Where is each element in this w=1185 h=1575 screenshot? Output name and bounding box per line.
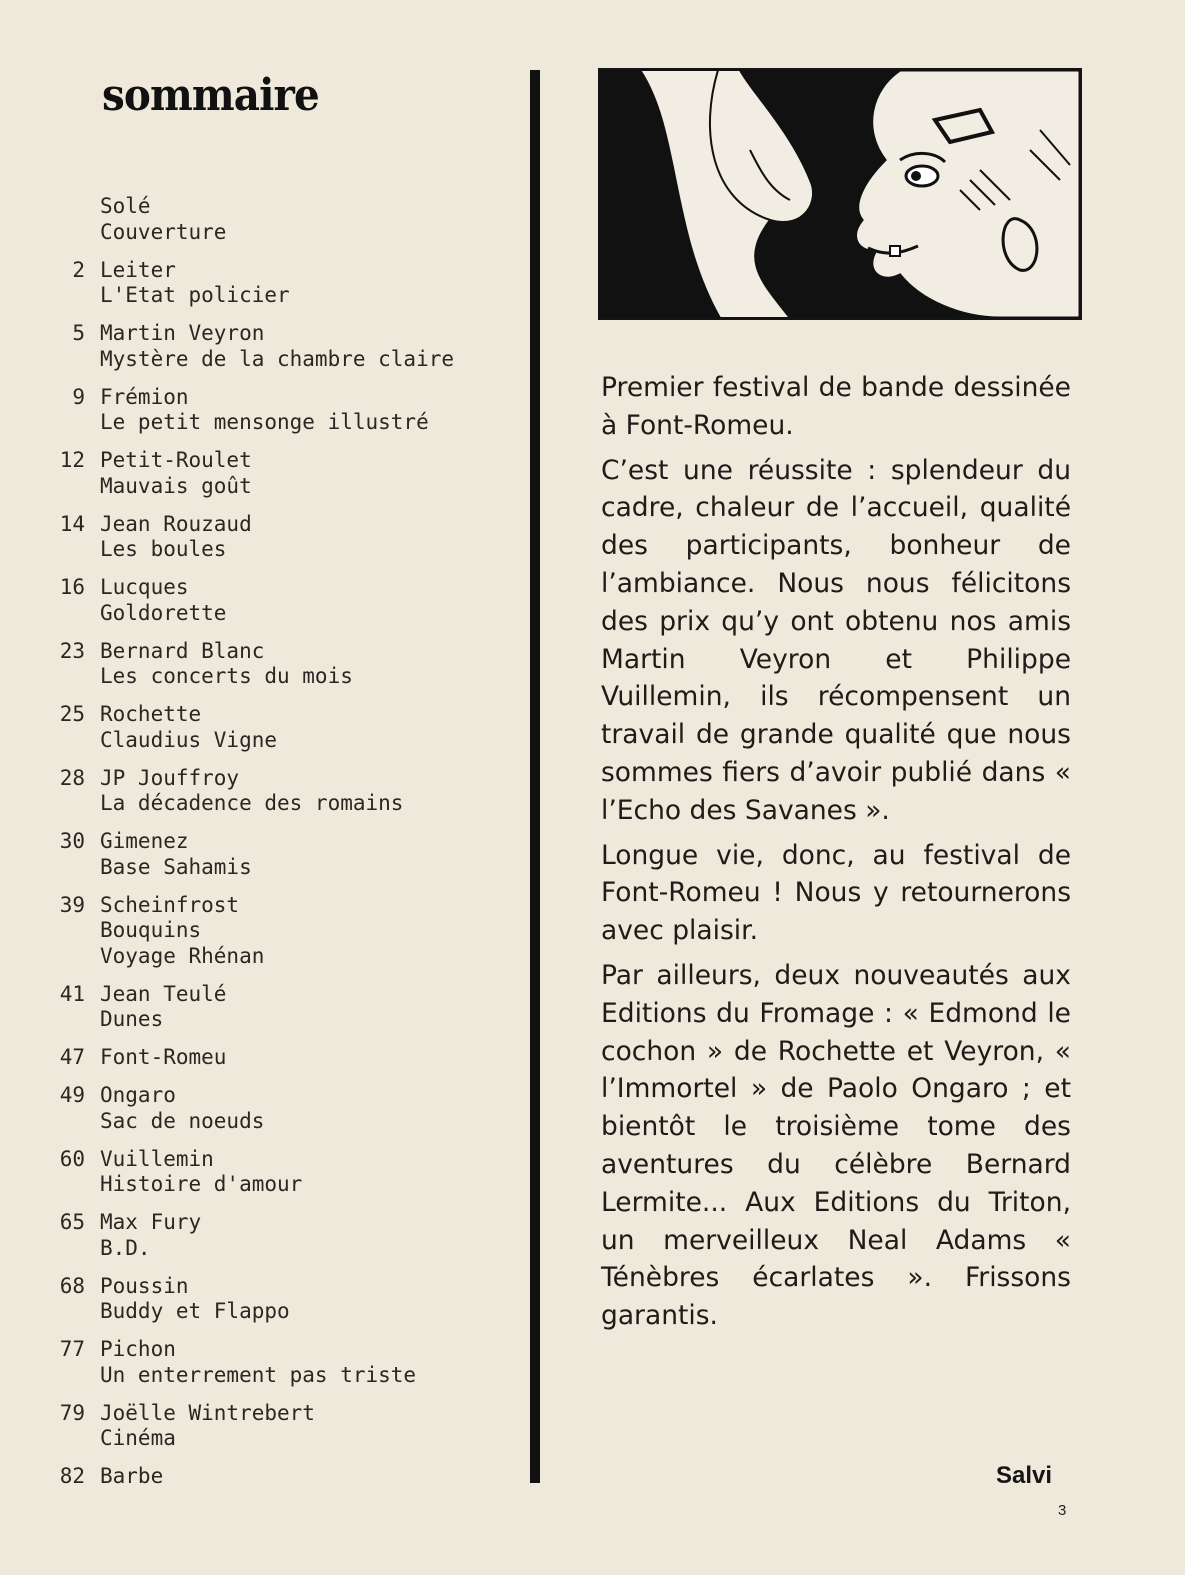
toc-entry bbox=[0, 893, 540, 970]
toc-author: Jean Teulé bbox=[100, 981, 227, 1006]
toc-story-title: Claudius Vigne bbox=[100, 727, 278, 752]
toc-story-title: Goldorette bbox=[100, 600, 227, 625]
toc-entry bbox=[0, 829, 540, 880]
toc-page-number: 82 bbox=[59, 1464, 85, 1488]
toc-author: Max Fury bbox=[100, 1210, 202, 1234]
toc-author: Poussin bbox=[100, 1273, 189, 1298]
toc-entry-lines bbox=[100, 1045, 540, 1071]
page-title: sommaire bbox=[102, 70, 319, 121]
toc-entry-lines bbox=[100, 766, 540, 817]
toc-entry bbox=[0, 448, 540, 499]
toc-entry-lines bbox=[100, 829, 540, 880]
toc-page-number: 5 bbox=[72, 321, 85, 345]
toc-entry bbox=[0, 1274, 540, 1325]
toc-entry bbox=[0, 321, 540, 372]
toc-author: Font-Romeu bbox=[100, 1045, 227, 1069]
toc-entry bbox=[0, 1464, 540, 1490]
toc-author: Rochette bbox=[100, 702, 202, 726]
toc-story-title: Bouquins bbox=[100, 918, 202, 942]
toc-author: Petit-Roulet bbox=[100, 448, 252, 472]
toc-entry bbox=[0, 1147, 540, 1198]
toc-author: Barbe bbox=[100, 1464, 164, 1488]
comic-illustration bbox=[598, 68, 1082, 320]
toc-entry-lines bbox=[100, 702, 540, 753]
toc-story-title: Histoire d'amour bbox=[100, 1172, 303, 1196]
toc-entry-lines bbox=[100, 194, 540, 245]
vertical-divider bbox=[530, 70, 540, 1483]
toc-entry-lines bbox=[100, 321, 540, 372]
toc-page-number: 28 bbox=[59, 765, 85, 790]
toc-story-title: Mauvais goût bbox=[100, 473, 252, 498]
toc-entry bbox=[0, 385, 540, 436]
toc-page-number: 14 bbox=[59, 511, 85, 536]
toc-page-number: 39 bbox=[59, 892, 85, 917]
toc-entry-lines bbox=[100, 1147, 540, 1198]
toc-story-title: Sac de noeuds bbox=[100, 1108, 265, 1133]
editorial-paragraph: C’est une réussite : splendeur du cadre, chaleur de l’accueil, qualité des participants, bonheur de l’ambiance. Nous nous félicitons des prix qu’y ont obtenu nos amis Martin Veyron et Philippe Vuillemin, ils récompensent un travail de grande qualité que nous sommes fiers d’avoir publié dans « l’Echo des Savanes ». bbox=[601, 454, 1071, 826]
toc-entry-lines bbox=[100, 1274, 540, 1325]
toc-page-number: 23 bbox=[59, 638, 85, 663]
toc-page-number: 16 bbox=[59, 575, 85, 599]
toc-story-title: Couverture bbox=[100, 219, 227, 244]
editorial-paragraph: Par ailleurs, deux nouveautés aux Editions du Fromage : « Edmond le cochon » de Rochette et Veyron, « l’Immortel » de Paolo Ongaro ; et bientôt le troisième tome des aventures du célèbre Bernard Lermite... Aux Editions du Triton, un merveilleux Neal Adams « Ténèbres écarlates ». Frissons garantis. bbox=[601, 959, 1071, 1332]
toc-author: Scheinfrost bbox=[100, 892, 240, 917]
toc-page-number: 49 bbox=[59, 1083, 85, 1107]
toc-story-title: Voyage Rhénan bbox=[100, 943, 265, 968]
toc-entry bbox=[0, 639, 540, 690]
toc-entry bbox=[0, 702, 540, 753]
toc-entry-lines bbox=[100, 1464, 540, 1490]
toc-author: Pichon bbox=[100, 1337, 176, 1361]
editorial-text bbox=[601, 369, 1071, 1342]
toc-story-title: L'Etat policier bbox=[100, 283, 290, 307]
toc-story-title: Le petit mensonge illustré bbox=[100, 410, 429, 434]
toc-entry bbox=[0, 1337, 540, 1388]
illustration-drawing bbox=[600, 70, 1080, 318]
toc-entry bbox=[0, 982, 540, 1033]
toc-entry-lines bbox=[100, 982, 540, 1033]
toc-entry-lines bbox=[100, 893, 540, 970]
toc-page-number: 2 bbox=[72, 257, 85, 282]
toc-page-number: 9 bbox=[72, 384, 85, 409]
toc-entry-lines bbox=[100, 512, 540, 563]
toc-story-title: Cinéma bbox=[100, 1426, 176, 1450]
toc-author: Solé bbox=[100, 194, 151, 218]
toc-entry bbox=[0, 1401, 540, 1452]
toc-author: Frémion bbox=[100, 384, 189, 409]
toc-author: JP Jouffroy bbox=[100, 765, 240, 790]
toc-story-title: La décadence des romains bbox=[100, 791, 404, 815]
toc-entry-lines bbox=[100, 1337, 540, 1388]
toc-story-title: Dunes bbox=[100, 1007, 164, 1031]
toc-page-number: 60 bbox=[59, 1146, 85, 1171]
toc-author: Joëlle Wintrebert bbox=[100, 1400, 315, 1425]
toc-page-number: 30 bbox=[59, 829, 85, 853]
toc-entry-lines bbox=[100, 385, 540, 436]
toc-entry-lines bbox=[100, 1210, 540, 1261]
toc-entry bbox=[0, 1210, 540, 1261]
table-of-contents bbox=[0, 194, 540, 1502]
toc-entry bbox=[0, 766, 540, 817]
page-number: 3 bbox=[1058, 1502, 1067, 1519]
editorial-paragraph: Premier festival de bande dessinée à Font-Romeu. bbox=[601, 372, 1071, 441]
toc-story-title: Les concerts du mois bbox=[100, 664, 353, 688]
toc-entry-lines bbox=[100, 1083, 540, 1134]
toc-page-number: 77 bbox=[59, 1337, 85, 1361]
toc-author: Martin Veyron bbox=[100, 321, 265, 345]
author-signature: Salvi bbox=[996, 1462, 1053, 1489]
toc-page-number: 79 bbox=[59, 1400, 85, 1425]
toc-author: Jean Rouzaud bbox=[100, 511, 252, 536]
toc-story-title: Buddy et Flappo bbox=[100, 1299, 290, 1323]
toc-entry-lines bbox=[100, 258, 540, 309]
toc-entry bbox=[0, 1083, 540, 1134]
toc-page-number: 65 bbox=[59, 1210, 85, 1234]
toc-entry-lines bbox=[100, 575, 540, 626]
toc-author: Ongaro bbox=[100, 1083, 176, 1107]
toc-page-number: 12 bbox=[59, 448, 85, 472]
toc-entry-lines bbox=[100, 639, 540, 690]
toc-story-title: Un enterrement pas triste bbox=[100, 1362, 417, 1387]
toc-page-number: 68 bbox=[59, 1273, 85, 1298]
toc-author: Vuillemin bbox=[100, 1146, 214, 1171]
toc-story-title: Base Sahamis bbox=[100, 854, 252, 879]
editorial-paragraph: Longue vie, donc, au festival de Font-Romeu ! Nous y retournerons avec plaisir. bbox=[601, 839, 1071, 947]
toc-story-title: B.D. bbox=[100, 1235, 151, 1260]
toc-entry bbox=[0, 258, 540, 309]
toc-page-number: 25 bbox=[59, 702, 85, 726]
toc-entry bbox=[0, 575, 540, 626]
toc-entry bbox=[0, 512, 540, 563]
toc-entry bbox=[0, 194, 540, 245]
toc-story-title: Les boules bbox=[100, 537, 227, 561]
toc-author: Lucques bbox=[100, 575, 189, 599]
toc-page-number: 47 bbox=[59, 1045, 85, 1069]
toc-author: Leiter bbox=[100, 257, 176, 282]
toc-story-title: Mystère de la chambre claire bbox=[100, 346, 455, 371]
toc-author: Bernard Blanc bbox=[100, 638, 265, 663]
toc-entry-lines bbox=[100, 448, 540, 499]
toc-author: Gimenez bbox=[100, 829, 189, 853]
toc-entry bbox=[0, 1045, 540, 1071]
toc-page-number: 41 bbox=[59, 981, 85, 1006]
toc-entry-lines bbox=[100, 1401, 540, 1452]
